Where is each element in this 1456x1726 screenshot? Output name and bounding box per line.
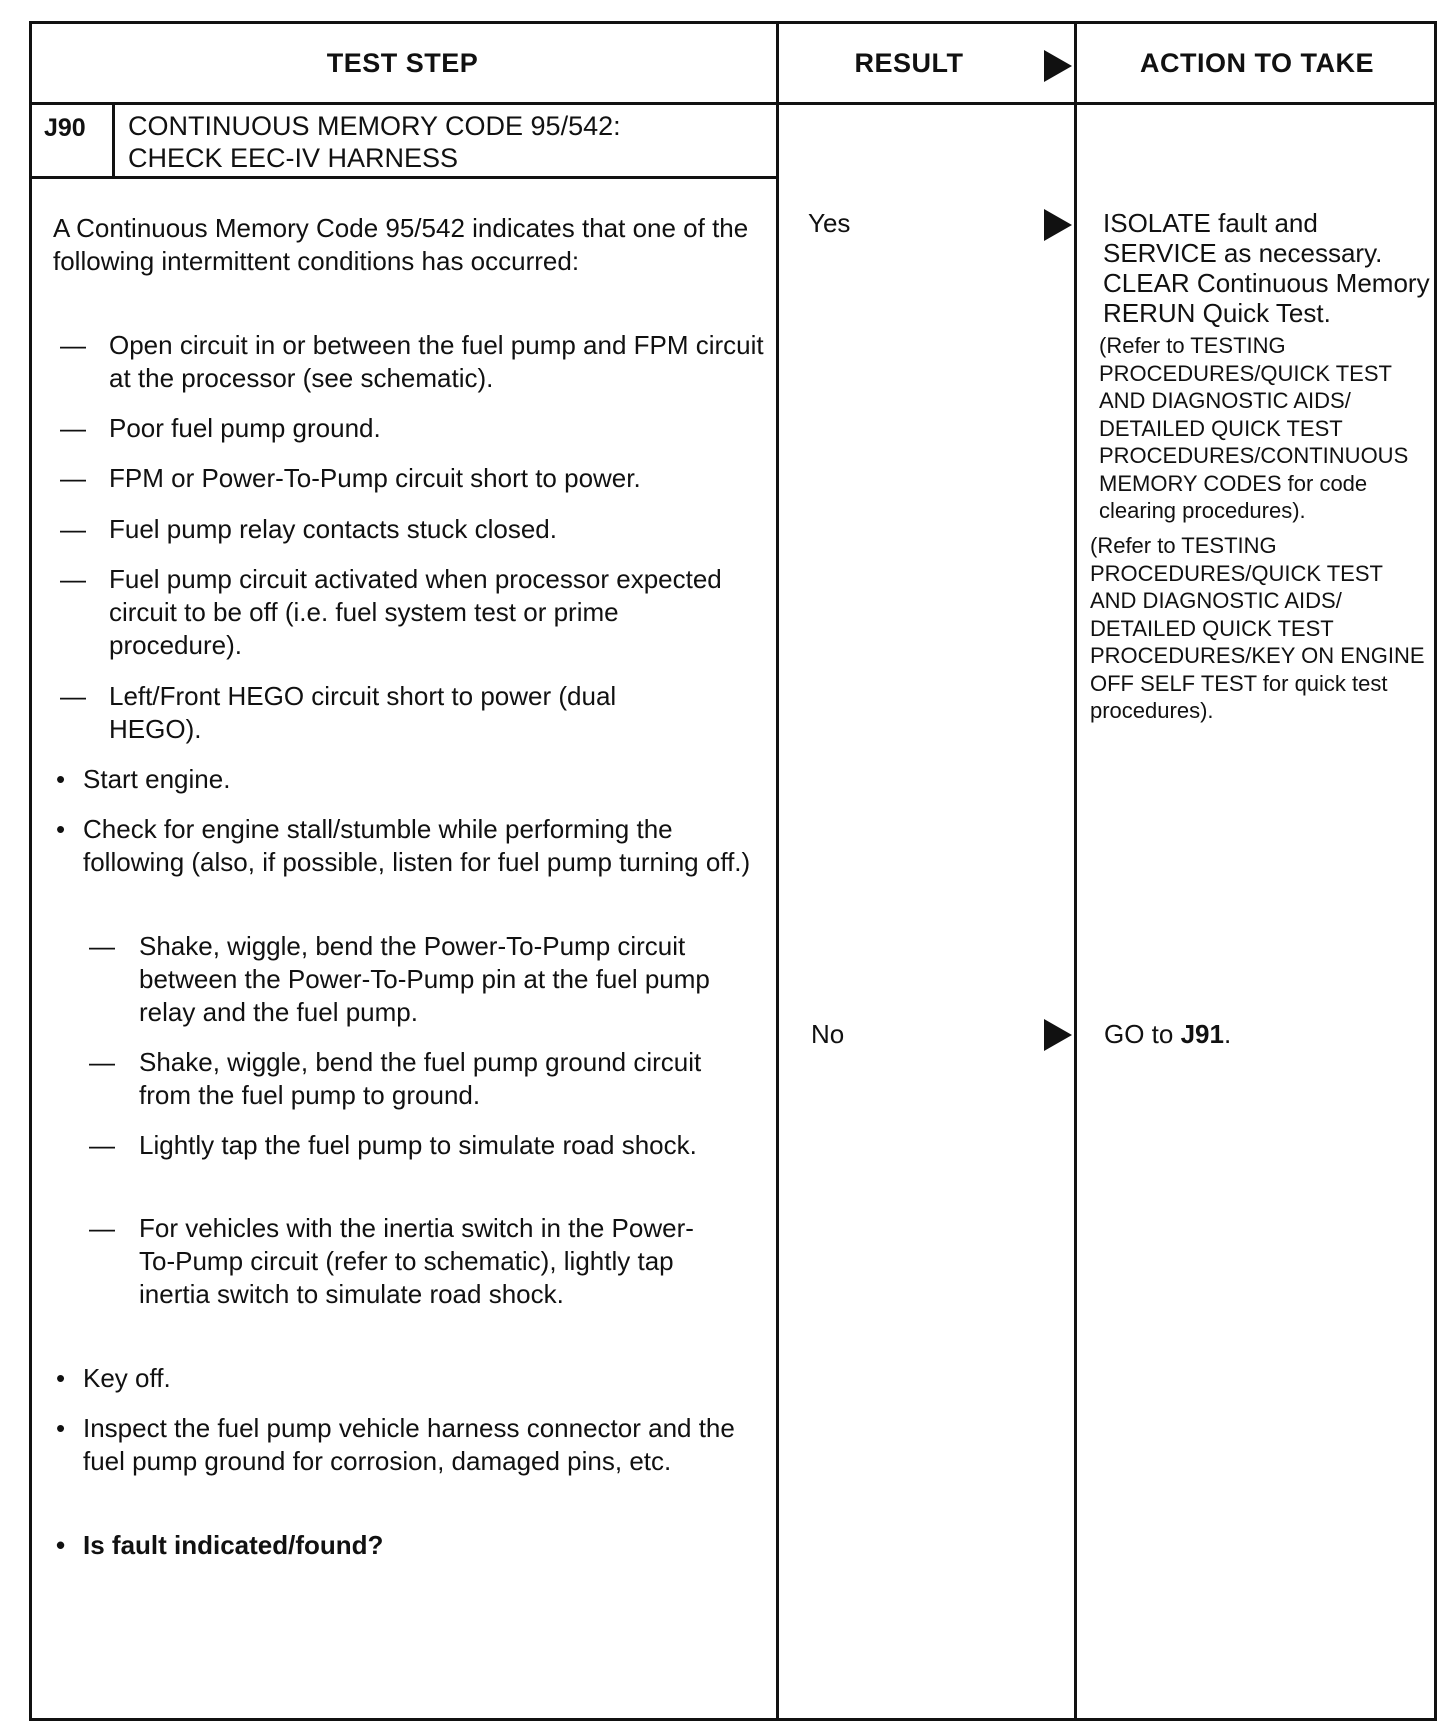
column-divider — [1074, 21, 1077, 1721]
header-arrow-icon — [1044, 50, 1072, 82]
step-box-bottom — [29, 176, 779, 179]
dash-mark: — — [60, 463, 86, 493]
column-divider — [776, 21, 779, 1721]
sub-item-text: For vehicles with the inertia switch in the Power-To-Pump circuit (refer to schematic), lightly tap inertia switch to simulate road shock. — [139, 1213, 694, 1309]
result-yes: Yes — [808, 208, 851, 238]
action-no-goto: GO to — [1104, 1019, 1174, 1049]
step-box-divider — [112, 102, 115, 178]
condition-text: Poor fuel pump ground. — [109, 413, 381, 443]
bullet-key-off: Key off. — [83, 1363, 171, 1393]
dash-mark: — — [89, 1130, 115, 1160]
condition-text: Fuel pump relay contacts stuck closed. — [109, 514, 557, 544]
step-number: J90 — [44, 114, 86, 142]
bullet-inspect: Inspect the fuel pump vehicle harness connector and the fuel pump ground for corrosion, damaged pins, etc. — [83, 1413, 735, 1476]
dash-mark: — — [60, 681, 86, 711]
step-title — [128, 110, 621, 174]
bullet-check-stall: Check for engine stall/stumble while performing the following (also, if possible, listen for fuel pump turning off.) — [83, 814, 751, 877]
result-no: No — [811, 1019, 845, 1049]
sub-item-text: Shake, wiggle, bend the fuel pump ground circuit from the fuel pump to ground. — [139, 1047, 702, 1110]
dash-mark: — — [60, 564, 86, 594]
dash-mark: — — [60, 330, 86, 360]
bullet-mark: • — [56, 814, 66, 844]
dash-mark: — — [60, 514, 86, 544]
header-test-step: TEST STEP — [326, 47, 479, 78]
condition-text: Fuel pump circuit activated when processor expected circuit to be off (i.e. fuel system test or prime procedure). — [109, 564, 722, 660]
intro-paragraph: A Continuous Memory Code 95/542 indicates that one of the following intermittent conditions has occurred: — [53, 213, 749, 276]
action-yes-reference-1: (Refer to TESTING PROCEDURES/QUICK TEST AND DIAGNOSTIC AIDS/ DETAILED QUICK TEST PROCEDURES/CONTINUOUS MEMORY CODES for code clearing procedures). — [1099, 333, 1409, 523]
step-title-line2: CHECK EEC-IV HARNESS — [128, 143, 459, 173]
bullet-mark: • — [56, 764, 66, 794]
header-action: ACTION TO TAKE — [1140, 47, 1374, 78]
action-yes-reference-2: (Refer to TESTING PROCEDURES/QUICK TEST AND DIAGNOSTIC AIDS/ DETAILED QUICK TEST PROCEDURES/KEY ON ENGINE OFF SELF TEST for quick test procedures). — [1090, 533, 1425, 723]
dash-mark: — — [89, 1213, 115, 1243]
bullet-start-engine: Start engine. — [83, 764, 231, 794]
bullet-mark: • — [56, 1530, 66, 1560]
header-result: RESULT — [854, 47, 964, 78]
sub-item-text: Shake, wiggle, bend the Power-To-Pump circuit between the Power-To-Pump pin at the fuel pump relay and the fuel pump. — [139, 931, 710, 1027]
result-yes-arrow-icon — [1044, 209, 1072, 241]
dash-mark: — — [89, 1047, 115, 1077]
action-yes-main: ISOLATE fault and SERVICE as necessary. CLEAR Continuous Memory RERUN Quick Test. — [1103, 208, 1430, 328]
action-no-target[interactable]: J91 — [1180, 1019, 1224, 1049]
action-no-period: . — [1223, 1019, 1232, 1049]
dash-mark: — — [89, 931, 115, 961]
condition-text: Open circuit in or between the fuel pump and FPM circuit at the processor (see schematic). — [109, 330, 764, 393]
action-no — [1104, 1019, 1424, 1049]
dash-mark: — — [60, 413, 86, 443]
condition-text: Left/Front HEGO circuit short to power (dual HEGO). — [109, 681, 617, 744]
result-no-arrow-icon — [1044, 1019, 1072, 1051]
condition-text: FPM or Power-To-Pump circuit short to power. — [109, 463, 641, 493]
step-title-line1: CONTINUOUS MEMORY CODE 95/542: — [128, 111, 621, 141]
bullet-mark: • — [56, 1413, 66, 1443]
bullet-mark: • — [56, 1363, 66, 1393]
bullet-question: Is fault indicated/found? — [83, 1530, 384, 1560]
sub-item-text: Lightly tap the fuel pump to simulate road shock. — [139, 1130, 697, 1160]
